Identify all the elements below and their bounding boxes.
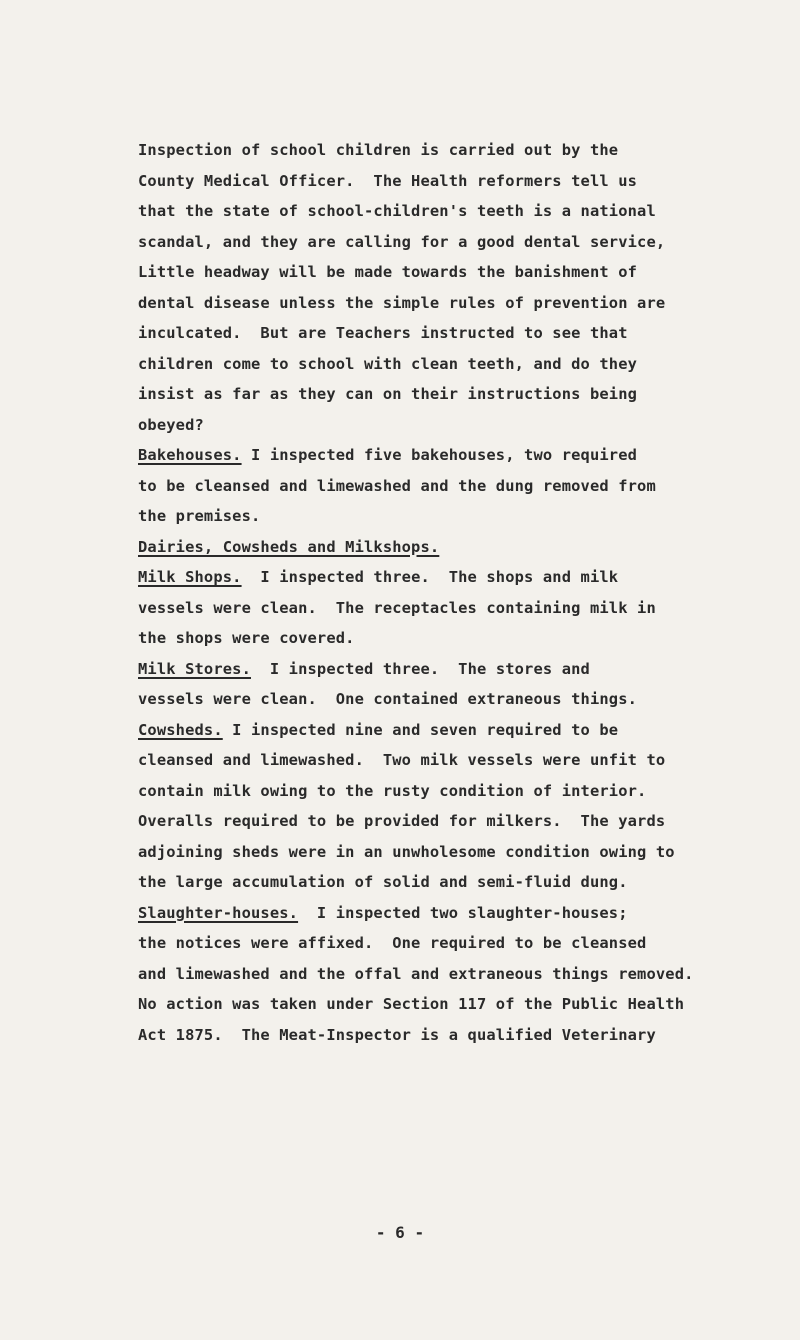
text-line: vessels were clean. The receptacles containing milk in — [138, 598, 656, 617]
text-line: that the state of school-children's teeth is a national — [138, 202, 656, 220]
text-segment: I inspected three. The shops and milk — [241, 568, 619, 586]
heading-milk-shops: Milk Shops. — [138, 568, 242, 586]
section-slaughter-houses — [138, 898, 778, 929]
text-line: Overalls required to be provided for milkers. The yards — [138, 812, 666, 830]
text-line: County Medical Officer. The Health reformers tell us — [138, 171, 638, 190]
section-cowsheds — [138, 715, 778, 746]
text-line: dental disease unless the simple rules of prevention are — [138, 293, 666, 312]
text-line: No action was taken under Section 117 of the Public Health — [138, 995, 685, 1013]
text-line: obeyed? — [138, 415, 204, 434]
text-line: inculcated. But are Teachers instructed to see that — [138, 324, 628, 342]
heading-milk-stores: Milk Stores. — [138, 659, 251, 678]
text-line: to be cleansed and limewashed and the dung removed from — [138, 476, 656, 495]
text-line: adjoining sheds were in an unwholesome condition owing to — [138, 842, 675, 861]
text-line: and limewashed and the offal and extraneous things removed. — [138, 964, 694, 983]
text-segment: I inspected two slaughter-houses; — [298, 903, 628, 922]
section-milk-stores — [138, 654, 778, 685]
text-segment: I inspected nine and seven required to be — [222, 720, 619, 739]
text-line: Act 1875. The Meat-Inspector is a qualified Veterinary — [138, 1025, 656, 1044]
section-bakehouses — [138, 440, 778, 471]
body-text — [138, 135, 778, 1050]
text-line: vessels were clean. One contained extraneous things. — [138, 690, 638, 708]
section-dairies — [138, 532, 778, 563]
text-line: cleansed and limewashed. Two milk vessels were unfit to — [138, 751, 666, 769]
text-segment: I inspected five bakehouses, two required — [241, 446, 638, 464]
text-line: insist as far as they can on their instructions being — [138, 385, 638, 403]
heading-bakehouses: Bakehouses. — [138, 446, 242, 464]
text-line: Inspection of school children is carried out by the — [138, 141, 619, 159]
text-line: the shops were covered. — [138, 629, 355, 647]
heading-slaughter-houses: Slaughter-houses. — [138, 903, 299, 922]
page-number: - 6 - — [375, 1223, 425, 1242]
heading-cowsheds: Cowsheds. — [138, 720, 223, 739]
text-line: scandal, and they are calling for a good dental service, — [138, 232, 666, 251]
text-line: children come to school with clean teeth, and do they — [138, 354, 638, 373]
text-line: the notices were affixed. One required to be cleansed — [138, 934, 647, 952]
section-milk-shops — [138, 562, 778, 593]
text-line: contain milk owing to the rusty condition of interior. — [138, 781, 647, 800]
text-line: the large accumulation of solid and semi-fluid dung. — [138, 873, 628, 891]
text-segment: I inspected three. The stores and — [251, 659, 590, 678]
text-line: the premises. — [138, 507, 261, 525]
text-line: Little headway will be made towards the banishment of — [138, 263, 638, 281]
heading-dairies: Dairies, Cowsheds and Milkshops. — [138, 537, 440, 556]
